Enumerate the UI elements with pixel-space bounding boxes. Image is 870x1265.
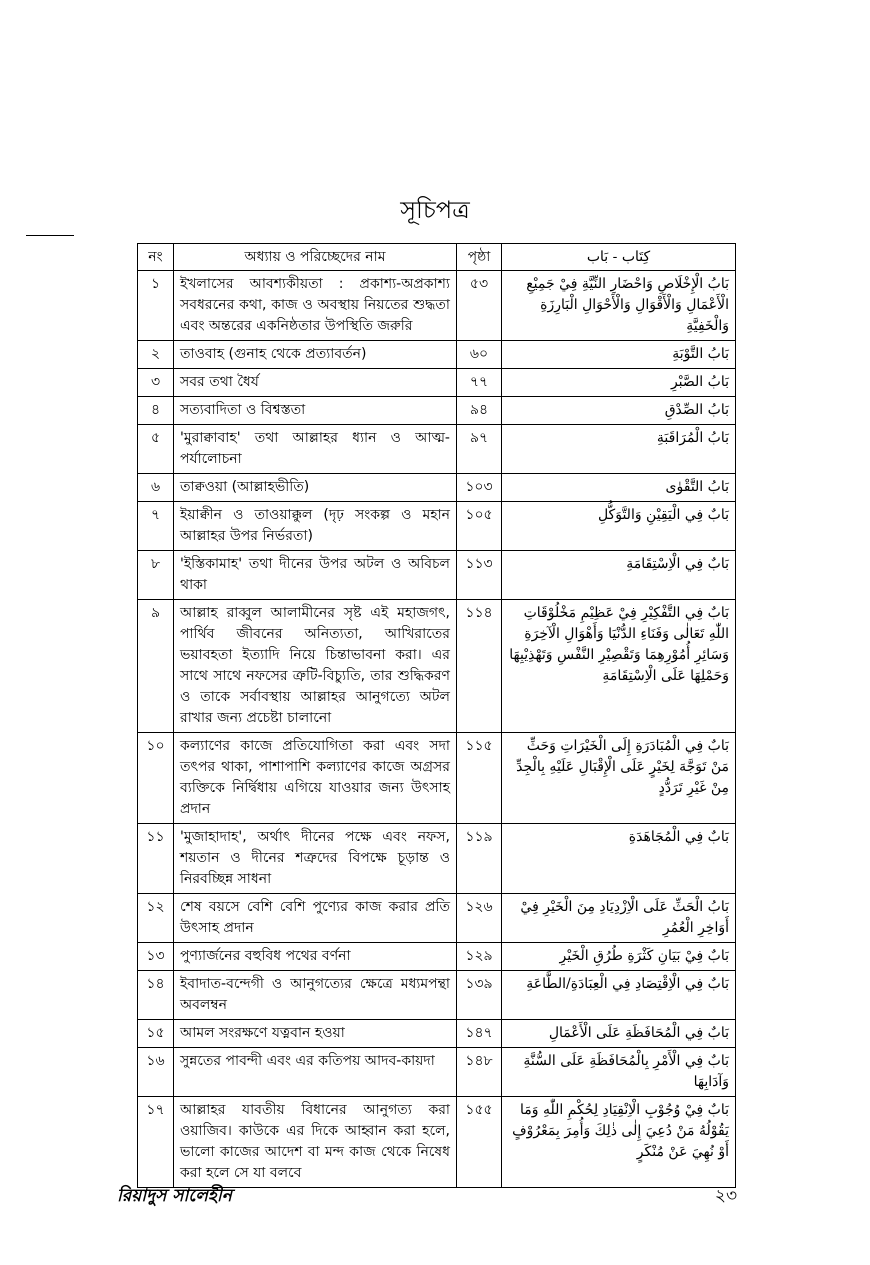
row-number: ১২ <box>138 894 174 943</box>
table-row <box>138 474 736 502</box>
side-rule <box>26 235 74 236</box>
row-page-number: ১০৩ <box>457 474 502 502</box>
row-arabic-title: بَابُ الصِّدْقِ <box>502 397 736 425</box>
row-arabic-title: بَابٌ فِيْ بَيَانِ كَثْرَةِ طُرُقِ الْخَيْرِ <box>502 943 736 971</box>
row-page-number: ১৪৭ <box>457 1020 502 1048</box>
row-arabic-title: بَابُ الْإِخْلَاصِ وَاحْضَارِ النِّيَّةِ فِيْ جَمِيْعِ الْأَعْمَالِ وَالْأَقْوَالِ وَالْأَحْوَالِ الْبَارِزَةِ وَالْخَفِيَّةِ <box>502 271 736 341</box>
row-number: ৩ <box>138 369 174 397</box>
row-page-number: ৫৩ <box>457 271 502 341</box>
row-chapter-title: কল্যাণের কাজে প্রতিযোগিতা করা এবং সদা তৎপর থাকা, পাশাপাশি কল্যাণের কাজে অগ্রসর ব্যক্তিকে নির্দ্বিধায় এগিয়ে যাওয়ার জন্য উৎসাহ প্রদান <box>174 733 457 824</box>
table-row <box>138 502 736 551</box>
row-number: ১ <box>138 271 174 341</box>
row-number: ১৬ <box>138 1048 174 1097</box>
row-arabic-title: بَابُ الْمُرَاقَبَةِ <box>502 425 736 474</box>
row-chapter-title: ইবাদাত-বন্দেগী ও আনুগত্যের ক্ষেত্রে মধ্যমপন্থা অবলম্বন <box>174 971 457 1020</box>
row-page-number: ১১৪ <box>457 600 502 733</box>
row-arabic-title: بَابٌ فِي الْاِسْتِقَامَةِ <box>502 551 736 600</box>
row-arabic-title: بَابٌ فِي الْأَمْرِ بِالْمُحَافَظَةِ عَلَى السُّنَّةِ وَآدَابِهَا <box>502 1048 736 1097</box>
row-arabic-title: بَابٌ فِي الْمُحَافَظَةِ عَلَى الْأَعْمَالِ <box>502 1020 736 1048</box>
row-chapter-title: শেষ বয়সে বেশি বেশি পুণ্যের কাজ করার প্রতি উৎসাহ প্রদান <box>174 894 457 943</box>
row-number: ৭ <box>138 502 174 551</box>
table-row <box>138 1020 736 1048</box>
row-number: ৬ <box>138 474 174 502</box>
row-chapter-title: আল্লাহ রাব্বুল আলামীনের সৃষ্ট এই মহাজগৎ, পার্থিব জীবনের অনিত্যতা, আখিরাতের ভয়াবহতা ইত্যাদি নিয়ে চিন্তাভাবনা করা। এর সাথে সাথে নফসের ত্রুটি-বিচ্যুতি, তার শুদ্ধিকরণ ও তাকে সর্বাবস্থায় আল্লাহর আনুগত্যে অটল রাখার জন্য প্রচেষ্টা চালানো <box>174 600 457 733</box>
row-arabic-title: بَابٌ فِي الْاِقْتِصَادِ فِي الْعِبَادَةِ/الطَّاعَةِ <box>502 971 736 1020</box>
row-arabic-title: بَابُ الْحَثِّ عَلَى الْاِزْدِيَادِ مِنَ الْخَيْرِ فِيْ أَوَاخِرِ الْعُمُرِ <box>502 894 736 943</box>
row-chapter-title: 'মুরাক্বাবাহ' তথা আল্লাহর ধ্যান ও আত্ম-পর্যালোচনা <box>174 425 457 474</box>
row-page-number: ১৪৮ <box>457 1048 502 1097</box>
row-page-number: ৭৭ <box>457 369 502 397</box>
table-row <box>138 1048 736 1097</box>
table-row <box>138 271 736 341</box>
row-page-number: ১১৯ <box>457 824 502 894</box>
row-chapter-title: তাক্বওয়া (আল্লাহভীতি) <box>174 474 457 502</box>
row-chapter-title: 'মুজাহাদাহ', অর্থাৎ দীনের পক্ষে এবং নফস, শয়তান ও দীনের শত্রুদের বিপক্ষে চূড়ান্ত ও নিরবচ্ছিন্ন সাধনা <box>174 824 457 894</box>
row-page-number: ১২৬ <box>457 894 502 943</box>
row-chapter-title: সত্যবাদিতা ও বিশ্বস্ততা <box>174 397 457 425</box>
table-row <box>138 551 736 600</box>
row-chapter-title: সবর তথা ধৈর্য <box>174 369 457 397</box>
row-page-number: ১৩৯ <box>457 971 502 1020</box>
table-row <box>138 971 736 1020</box>
row-number: ১৪ <box>138 971 174 1020</box>
table-row <box>138 824 736 894</box>
table-row <box>138 733 736 824</box>
row-page-number: ৯৪ <box>457 397 502 425</box>
row-arabic-title: بَابٌ فِي التَّفْكِيْرِ فِيْ عَظِيْمِ مَخْلُوْقَاتِ اللّٰهِ تَعَالٰى وَفَنَاءِ الدُّنْيَا وَأَهْوَالِ الْآخِرَةِ وَسَائِرِ أُمُوْرِهِمَا وَتَقْصِيْرِ النَّفْسِ وَتَهْذِيْبِهَا وَحَمْلِهَا عَلَى الْاِسْتِقَامَةِ <box>502 600 736 733</box>
table-row <box>138 943 736 971</box>
toc-table <box>137 243 736 1188</box>
row-arabic-title: بَابٌ فِيْ وُجُوْبِ الْاِنْقِيَادِ لِحُكْمِ اللّٰهِ وَمَا يَقُوْلُهُ مَنْ دُعِيَ إِلٰى ذٰلِكَ وَأُمِرَ بِمَعْرُوْفٍ أَوْ نُهِيَ عَنْ مُنْكَرٍ <box>502 1097 736 1188</box>
header-chapter: অধ্যায় ও পরিচ্ছেদের নাম <box>174 244 457 271</box>
row-chapter-title: আমল সংরক্ষণে যত্নবান হওয়া <box>174 1020 457 1048</box>
row-arabic-title: بَابُ التَّقْوٰى <box>502 474 736 502</box>
row-page-number: ১২৯ <box>457 943 502 971</box>
table-row <box>138 1097 736 1188</box>
row-number: ১০ <box>138 733 174 824</box>
footer-book-title: রিয়াদুস সালেহীন <box>117 1186 232 1206</box>
row-chapter-title: ইয়াক্বীন ও তাওয়াক্কুল (দৃঢ় সংকল্প ও মহান আল্লাহর উপর নির্ভরতা) <box>174 502 457 551</box>
row-number: ২ <box>138 341 174 369</box>
row-arabic-title: بَابُ الصَّبْرِ <box>502 369 736 397</box>
row-arabic-title: بَابٌ فِي الْيَقِيْنِ وَالتَّوَكُّلِ <box>502 502 736 551</box>
row-number: ১৩ <box>138 943 174 971</box>
footer-page-number: ২৩ <box>714 1186 737 1206</box>
row-chapter-title: তাওবাহ (গুনাহ থেকে প্রত্যাবর্তন) <box>174 341 457 369</box>
page-title: সূচিপত্র <box>400 196 470 224</box>
row-page-number: ১০৫ <box>457 502 502 551</box>
row-page-number: ১১৩ <box>457 551 502 600</box>
table-row <box>138 425 736 474</box>
row-chapter-title: 'ইস্তিকামাহ' তথা দীনের উপর অটল ও অবিচল থাকা <box>174 551 457 600</box>
row-arabic-title: بَابٌ فِي الْمُجَاهَدَةِ <box>502 824 736 894</box>
row-chapter-title: ইখলাসের আবশ্যকীয়তা : প্রকাশ্য-অপ্রকাশ্য সবধরনের কথা, কাজ ও অবস্থায় নিয়তের শুদ্ধতা এবং অন্তরের একনিষ্ঠতার উপস্থিতি জরুরি <box>174 271 457 341</box>
header-page: পৃষ্ঠা <box>457 244 502 271</box>
row-number: ৮ <box>138 551 174 600</box>
row-chapter-title: সুন্নতের পাবন্দী এবং এর কতিপয় আদব-কায়দা <box>174 1048 457 1097</box>
table-row <box>138 600 736 733</box>
table-row <box>138 341 736 369</box>
row-arabic-title: بَابُ التَّوْبَةِ <box>502 341 736 369</box>
row-page-number: ৬০ <box>457 341 502 369</box>
row-number: ১৭ <box>138 1097 174 1188</box>
toc-body <box>138 271 736 1188</box>
header-no: নং <box>138 244 174 271</box>
table-row <box>138 369 736 397</box>
table-row <box>138 397 736 425</box>
table-row <box>138 894 736 943</box>
row-page-number: ১১৫ <box>457 733 502 824</box>
row-chapter-title: আল্লাহর যাবতীয় বিধানের আনুগত্য করা ওয়াজিব। কাউকে এর দিকে আহ্বান করা হলে, ভালো কাজের আদেশ বা মন্দ কাজ থেকে নিষেধ করা হলে সে যা বলবে <box>174 1097 457 1188</box>
row-number: ৫ <box>138 425 174 474</box>
row-chapter-title: পুণ্যার্জনের বহুবিধ পথের বর্ণনা <box>174 943 457 971</box>
row-number: ১৫ <box>138 1020 174 1048</box>
header-arabic: كِتَاب - بَاب <box>502 244 736 271</box>
table-header-row <box>138 244 736 271</box>
row-arabic-title: بَابٌ فِي الْمُبَادَرَةِ إِلَى الْخَيْرَاتِ وَحَثِّ مَنْ تَوَجَّهَ لِخَيْرٍ عَلَى الْإِقْبَالِ عَلَيْهِ بِالْجِدِّ مِنْ غَيْرِ تَرَدُّدٍ <box>502 733 736 824</box>
row-number: ১১ <box>138 824 174 894</box>
row-page-number: ৯৭ <box>457 425 502 474</box>
row-number: ৯ <box>138 600 174 733</box>
row-number: ৪ <box>138 397 174 425</box>
row-page-number: ১৫৫ <box>457 1097 502 1188</box>
